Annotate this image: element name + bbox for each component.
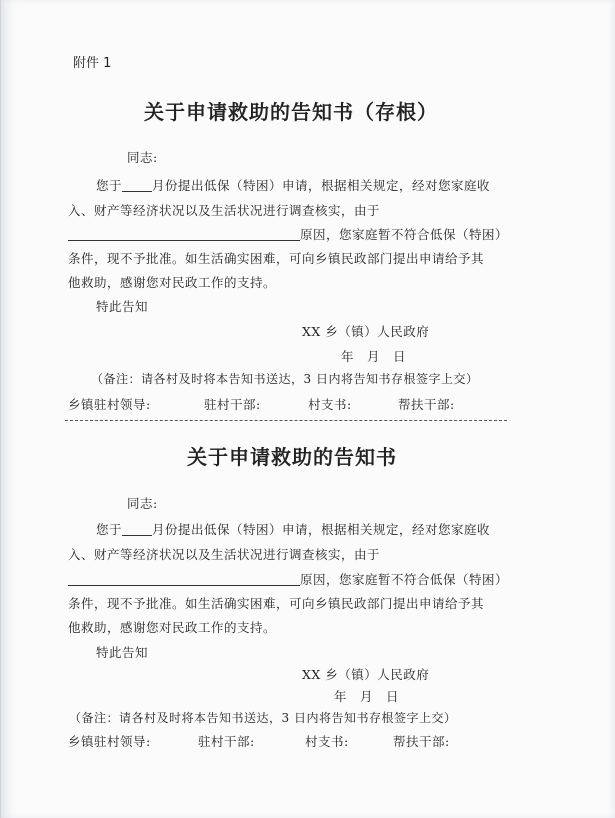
attachment-label: 附件 1 [73,56,112,71]
stub-paragraph-line-1 [96,176,490,194]
stub-paragraph-line-2: 入、财产等经济状况以及生活状况进行调查核实，由于 [68,203,381,218]
stub-title: 关于申请救助的告知书（存根） [144,100,438,124]
stub-sig-party-secretary: 村支书: [308,397,352,412]
stub-closing: 特此告知 [96,299,149,314]
stub-issuer: XX 乡（镇）人民政府 [302,324,430,339]
notice-reason-blank [68,573,300,586]
notice-salutation: 同志: [127,496,158,511]
notice-note: （备注：请各村及时将本告知书送达，3 日内将告知书存根签字上交） [69,711,457,725]
notice-p3-after: 原因，您家庭暂不符合低保（特困） [300,572,509,587]
stub-date: 年 月 日 [341,349,407,364]
stub-p1-before: 您于 [96,178,123,193]
tear-line-divider [65,420,507,421]
notice-issuer: XX 乡（镇）人民政府 [302,667,430,682]
notice-closing: 特此告知 [96,645,149,660]
notice-sig-party-secretary: 村支书: [305,734,349,749]
stub-sig-helper: 帮扶干部: [398,397,455,412]
stub-reason-blank [68,228,300,241]
notice-p1-after: 月份提出低保（特困）申请，根据相关规定，经对您家庭收 [152,522,491,537]
stub-month-blank [122,179,152,192]
notice-paragraph-line-5: 他救助，感谢您对民政工作的支持。 [68,620,277,635]
stub-paragraph-line-4: 条件，现不予批准。如生活确实困难，可向乡镇民政部门提出申请给予其 [68,251,485,266]
notice-month-blank [122,523,152,536]
stub-salutation: 同志: [127,150,158,165]
stub-sig-village-cadre: 驻村干部: [204,397,261,412]
notice-sig-village-cadre: 驻村干部: [198,734,255,749]
stub-paragraph-line-5: 他救助，感谢您对民政工作的支持。 [68,275,277,290]
notice-paragraph-line-4: 条件，现不予批准。如生活确实困难，可向乡镇民政部门提出申请给予其 [68,596,485,611]
stub-p3-after: 原因，您家庭暂不符合低保（特困） [300,227,509,242]
notice-title: 关于申请救助的告知书 [187,445,397,469]
notice-sig-helper: 帮扶干部: [393,734,450,749]
notice-p1-before: 您于 [96,522,123,537]
stub-p1-after: 月份提出低保（特困）申请，根据相关规定，经对您家庭收 [152,178,491,193]
notice-paragraph-line-1 [96,520,490,538]
notice-paragraph-line-3 [68,570,508,588]
stub-paragraph-line-3 [68,225,508,243]
notice-date: 年 月 日 [334,689,400,704]
stub-note: （备注：请各村及时将本告知书送达，3 日内将告知书存根签字上交） [91,372,479,386]
notice-sig-township: 乡镇驻村领导: [68,734,151,749]
notice-paragraph-line-2: 入、财产等经济状况以及生活状况进行调查核实，由于 [68,547,381,562]
stub-sig-township: 乡镇驻村领导: [68,397,151,412]
